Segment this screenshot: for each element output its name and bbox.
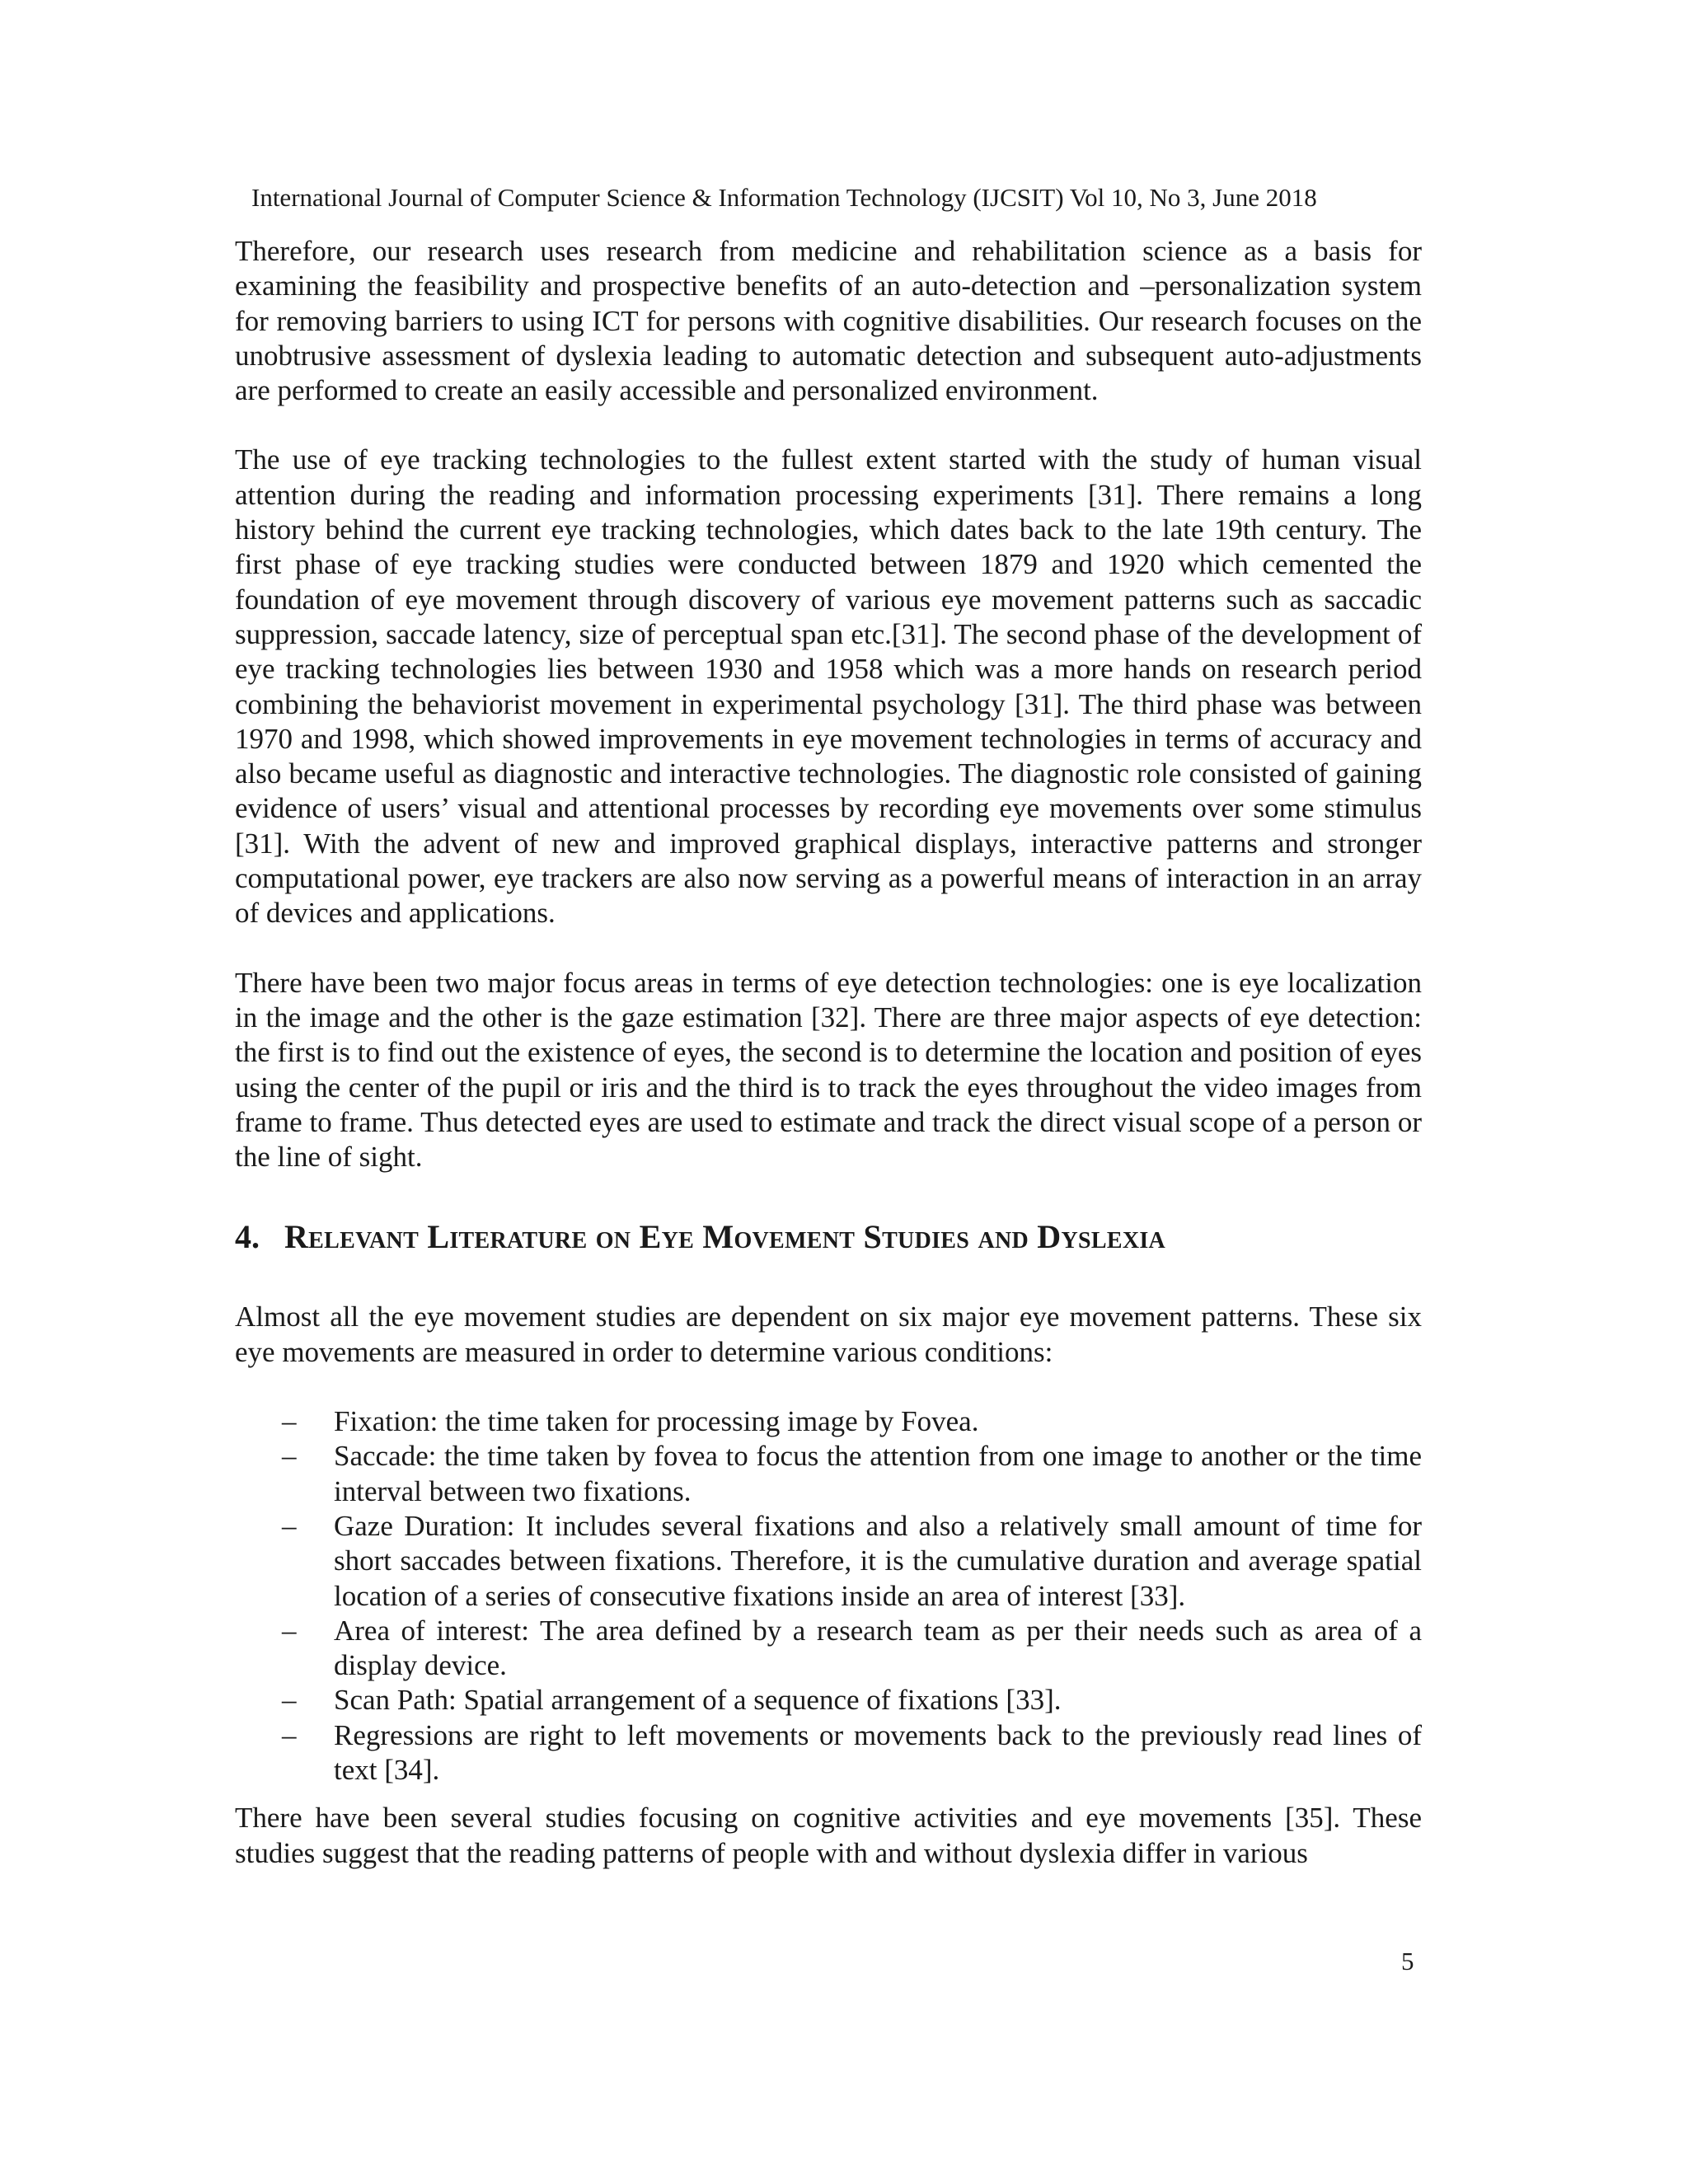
list-item — [235, 1718, 1422, 1788]
paragraph-eye-detection: There have been two major focus areas in terms of eye detection technologies: one is eye localization in the image and the other is the gaze estimation [32]. There are three major aspects of eye detection: the first is to find out the existence of eyes, the second is to determine the location and position of eyes using the center of the pupil or iris and the third is to track the eyes throughout the video images from frame to frame. Thus detected eyes are used to estimate and track the direct visual scope of a person or the line of sight. — [235, 966, 1422, 1174]
dash-marker: – — [282, 1614, 297, 1647]
dash-marker: – — [282, 1440, 297, 1473]
list-item-text: Gaze Duration: It includes several fixations and also a relatively small amount of time for short saccades between fixations. Therefore, it is the cumulative duration and average spatial location of a series of consecutive fixations inside an area of interest [33]. — [334, 1509, 1422, 1612]
dash-marker: – — [282, 1509, 297, 1542]
list-item-text: Saccade: the time taken by fovea to focus the attention from one image to another or the time interval between two fixations. — [334, 1440, 1422, 1507]
paragraph-gap — [235, 931, 1422, 966]
list-item — [235, 1509, 1422, 1614]
section-number: 4. — [235, 1218, 260, 1256]
dash-marker: – — [282, 1718, 297, 1751]
list-item — [235, 1404, 1422, 1439]
paragraph-research-basis: Therefore, our research uses research from medicine and rehabilitation science as a basis for examining the feasibility and prospective benefits of an auto-detection and –personalization system for removing barriers to using ICT for persons with cognitive disabilities. Our research focuses on the unobtrusive assessment of dyslexia leading to automatic detection and subsequent auto-adjustments are performed to create an easily accessible and personalized environment. — [235, 235, 1422, 407]
list-item-text: Fixation: the time taken for processing image by Fovea. — [334, 1405, 979, 1438]
section-heading — [235, 1216, 1422, 1258]
dash-marker: – — [282, 1684, 297, 1717]
running-header: International Journal of Computer Science & Information Technology (IJCSIT) Vol 10, No 3, June 2018 — [251, 183, 1317, 212]
paragraph-gap — [235, 1788, 1422, 1801]
heading-gap — [235, 1258, 1422, 1300]
list-item — [235, 1614, 1422, 1684]
paragraph-eye-movement-patterns: Almost all the eye movement studies are dependent on six major eye movement patterns. These six eye movements are measured in order to determine various conditions: — [235, 1301, 1422, 1368]
paragraph-gap — [235, 1370, 1422, 1404]
heading-gap — [235, 1174, 1422, 1216]
list-item-text: Regressions are right to left movements or movements back to the previously read lines of text [34]. — [334, 1718, 1422, 1786]
list-item-text: Scan Path: Spatial arrangement of a sequence of fixations [33]. — [334, 1684, 1062, 1717]
eye-movement-list — [235, 1404, 1422, 1788]
dash-marker: – — [282, 1405, 297, 1438]
section-title: Relevant Literature on Eye Movement Studies and Dyslexia — [284, 1218, 1166, 1256]
list-item — [235, 1439, 1422, 1509]
list-item-text: Area of interest: The area defined by a research team as per their needs such as area of a display device. — [334, 1614, 1422, 1682]
page-number: 5 — [1401, 1947, 1414, 1975]
paragraph-eye-tracking-history: The use of eye tracking technologies to the fullest extent started with the study of human visual attention during the reading and information processing experiments [31]. There remains a long history behind the current eye tracking technologies, which dates back to the late 19th century. The first phase of eye tracking studies were conducted between 1879 and 1920 which cemented the foundation of eye movement through discovery of various eye movement patterns such as saccadic suppression, saccade latency, size of perceptual span etc.[31]. The second phase of the development of eye tracking technologies lies between 1930 and 1958 which was a more hands on research period combining the behaviorist movement in experimental psychology [31]. The third phase was between 1970 and 1998, which showed improvements in eye movement technologies in terms of accuracy and also became useful as diagnostic and interactive technologies. The diagnostic role consisted of gaining evidence of users’ visual and attentional processes by recording eye movements over some stimulus [31]. With the advent of new and improved graphical displays, interactive patterns and stronger computational power, eye trackers are also now serving as a powerful means of interaction in an array of devices and applications. — [235, 443, 1422, 930]
paragraph-cognitive-studies: There have been several studies focusing on cognitive activities and eye movements [35]. These studies suggest that the reading patterns of people with and without dyslexia differ in various — [235, 1802, 1422, 1869]
list-item — [235, 1683, 1422, 1718]
paragraph-gap — [235, 408, 1422, 443]
body-column — [235, 234, 1422, 1871]
